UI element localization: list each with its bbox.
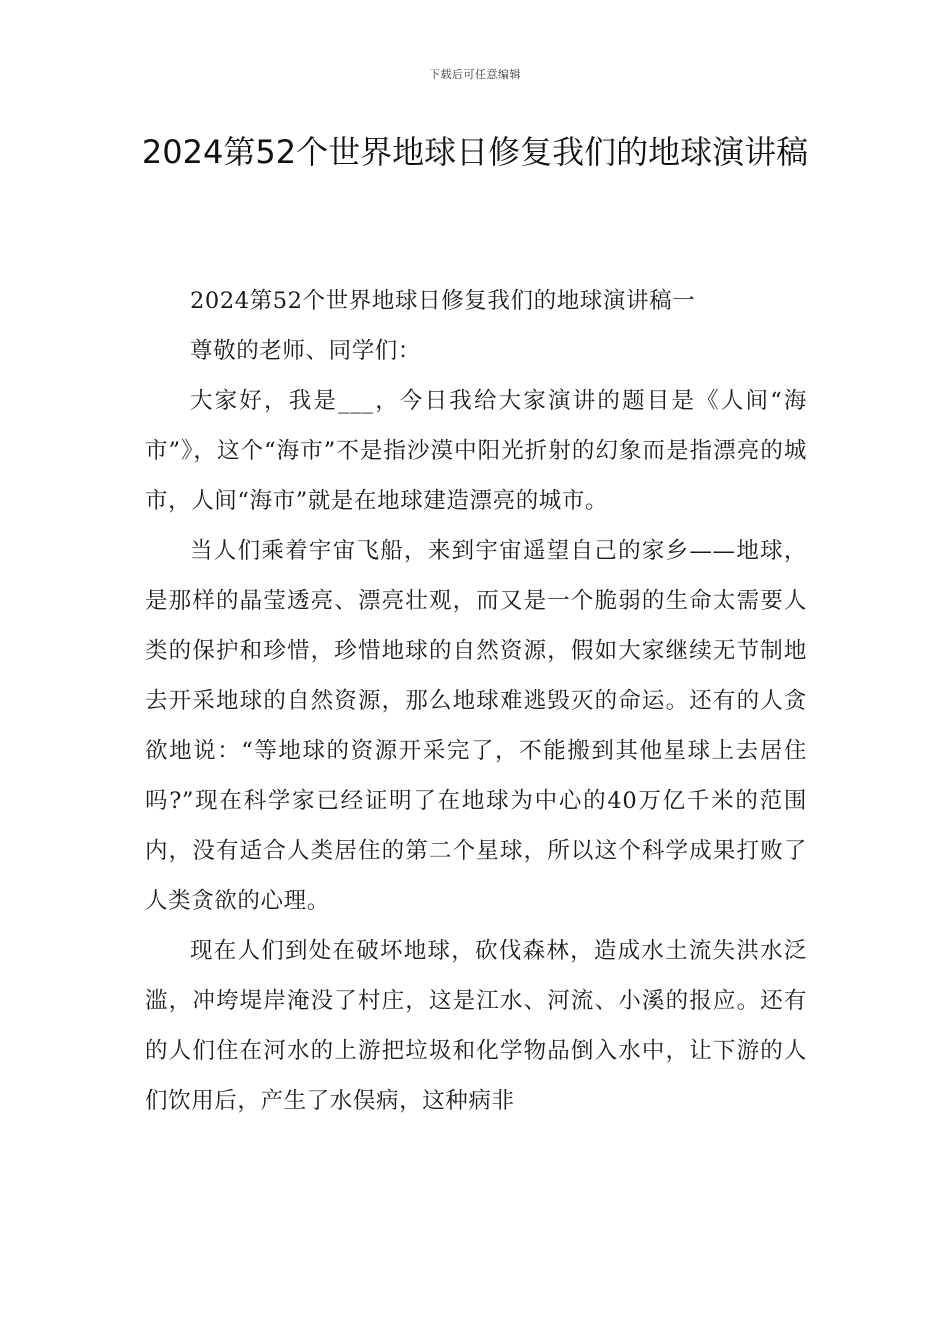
paragraph-subtitle: 2024第52个世界地球日修复我们的地球演讲稿一 — [190, 288, 696, 314]
document-body — [145, 276, 807, 1126]
page-title: 2024第52个世界地球日修复我们的地球演讲稿 — [141, 133, 809, 171]
paragraph-salutation: 尊敬的老师、同学们： — [190, 338, 422, 364]
paragraph-1: 大家好，我是___，今日我给大家演讲的题目是《人间“海市”》，这个“海市”不是指沙漠中阳光折射的幻象而是指漂亮的城市，人间“海市”就是在地球建造漂亮的城市。 — [145, 388, 807, 514]
header-note: 下载后可任意编辑 — [429, 68, 521, 81]
paragraph-2: 当人们乘着宇宙飞船，来到宇宙遥望自己的家乡——地球，是那样的晶莹透亮、漂亮壮观，而又是一个脆弱的生命太需要人类的保护和珍惜，珍惜地球的自然资源，假如大家继续无节制地去开采地球的自然资源，那么地球难逃毁灭的命运。还有的人贪欲地说：“等地球的资源开采完了，不能搬到其他星球上去居住吗?”现在科学家已经证明了在地球为中心的40万亿千米的范围内，没有适合人类居住的第二个星球，所以这个科学成果打败了人类贪欲的心理。 — [145, 538, 807, 914]
paragraph-3: 现在人们到处在破坏地球，砍伐森林，造成水土流失洪水泛滥，冲垮堤岸淹没了村庄，这是江水、河流、小溪的报应。还有的人们住在河水的上游把垃圾和化学物品倒入水中，让下游的人们饮用后，产生了水俣病，这种病非 — [145, 938, 807, 1114]
